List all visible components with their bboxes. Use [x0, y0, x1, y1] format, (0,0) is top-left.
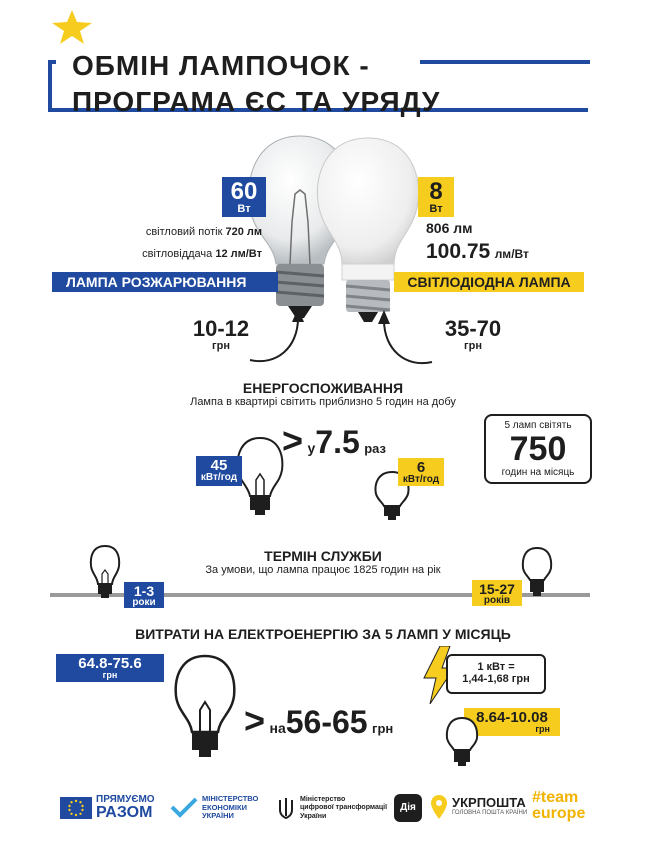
incandescent-watt-badge [222, 177, 266, 217]
ukrposhta-name: УКРПОШТА [452, 795, 526, 810]
page-title-line1: ОБМІН ЛАМПОЧОК - [72, 50, 370, 81]
ministry-econ-line3: УКРАЇНИ [202, 811, 234, 821]
ukrposhta-logo-text [452, 796, 527, 817]
energy-heading: ЕНЕРГОСПОЖИВАННЯ [242, 380, 404, 396]
energy-incandescent-badge [196, 456, 242, 486]
energy-ratio-value: 7.5 [315, 424, 360, 460]
incandescent-watt-value: 60 [230, 178, 258, 205]
lifespan-subheading: За умови, що лампа працює 1825 годин на рік [205, 564, 441, 576]
ministry-digital-line1: Міністерство [300, 796, 346, 803]
costs-diff-value: 56-65 [285, 704, 368, 740]
costs-incandescent-bulb-icon [172, 654, 238, 769]
led-name-banner: СВІТЛОДІОДНА ЛАМПА [394, 272, 584, 292]
costs-diff [244, 700, 393, 742]
costs-led-value: 8.64-10.08 [476, 709, 548, 726]
lifespan-led-bulb-icon [520, 546, 554, 607]
lifespan-incandescent-value: 1-3 [133, 583, 155, 599]
hours-card-top: 5 ламп світять [504, 420, 572, 431]
led-efficacy-number: 100.75 [426, 240, 491, 263]
ukrposhta-pin-icon [430, 794, 448, 825]
incandescent-efficacy-label: світловіддача [142, 248, 213, 260]
rate-card [446, 654, 546, 694]
led-price-arrow-icon [372, 306, 436, 375]
incandescent-flux-label: світловий потік [145, 226, 223, 238]
led-price-value: 35-70 [444, 316, 502, 341]
eu-line2: РАЗОМ [96, 804, 153, 821]
hours-card-bottom: годин на місяць [501, 467, 575, 478]
energy-incandescent-value: 45 [210, 457, 228, 474]
title-top-rule [420, 60, 590, 64]
incandescent-price-value: 10-12 [192, 316, 250, 341]
energy-ratio-small: у [307, 440, 316, 456]
ministry-digital-line3: України [300, 812, 327, 820]
energy-led-badge [398, 458, 444, 486]
led-watt-unit: Вт [429, 203, 443, 215]
lifespan-incandescent-unit: роки [132, 597, 156, 608]
costs-incandescent-badge [56, 654, 164, 682]
eu-flag-logo [60, 797, 92, 819]
led-price [432, 316, 514, 352]
energy-ratio-prefix: > [282, 420, 304, 461]
eu-together-logo-text [96, 795, 155, 821]
energy-incandescent-unit: кВт/год [200, 472, 238, 483]
led-bulb-image [312, 136, 424, 326]
led-flux-value: 806 лм [426, 220, 473, 236]
energy-ratio-suffix: раз [364, 441, 387, 456]
costs-diff-unit: грн [372, 721, 394, 736]
hours-card [484, 414, 592, 484]
costs-incandescent-value: 64.8-75.6 [78, 655, 142, 672]
incandescent-name-banner: ЛАМПА РОЗЖАРЮВАННЯ [52, 272, 278, 292]
page-title-line2: ПРОГРАМА ЄС ТА УРЯДУ [72, 86, 441, 117]
team-line2: europe [532, 805, 586, 822]
incandescent-efficacy-value: 12 лм/Вт [215, 248, 262, 260]
incandescent-price-currency: грн [212, 340, 230, 352]
lifespan-heading: ТЕРМІН СЛУЖБИ [264, 548, 382, 564]
costs-diff-small: на [269, 720, 286, 736]
energy-led-unit: кВт/год [402, 474, 440, 485]
lifespan-incandescent-bulb-icon [88, 544, 122, 609]
incandescent-price-arrow-icon [246, 304, 310, 373]
incandescent-flux-value: 720 лм [225, 226, 262, 238]
energy-ratio [282, 420, 386, 462]
incandescent-watt-unit: Вт [237, 203, 251, 215]
ministry-digital-line2: цифрової трансформації [300, 804, 388, 812]
incandescent-efficacy [120, 248, 262, 260]
lifespan-led-badge [472, 580, 522, 606]
ministry-economy-logo-text [202, 795, 258, 821]
incandescent-flux [120, 226, 262, 238]
ukrposhta-tagline: ГОЛОВНА ПОШТА КРАЇНИ [452, 810, 528, 817]
led-watt-value: 8 [429, 178, 443, 205]
eu-line1: ПРЯМУЄМО [96, 794, 155, 805]
energy-subheading: Лампа в квартирі світить приблизно 5 годин на добу [190, 396, 456, 408]
costs-incandescent-unit: грн [102, 670, 118, 680]
hours-card-value: 750 [509, 430, 567, 468]
ministry-econ-line1: МІНІСТЕРСТВО [202, 794, 259, 803]
led-efficacy [426, 240, 529, 264]
diia-logo [394, 794, 422, 822]
team-line1: #team [532, 789, 579, 806]
lifespan-led-value: 15-27 [479, 581, 515, 597]
rate-line1: 1 кВт = [477, 661, 515, 673]
lifespan-led-unit: років [483, 595, 511, 606]
costs-led-unit: грн [535, 724, 550, 734]
energy-led-value: 6 [416, 459, 426, 476]
diia-logo-text: Дія [400, 802, 416, 813]
lifespan-incandescent-badge [124, 582, 164, 608]
costs-led-bulb-icon [444, 716, 480, 777]
ministry-econ-line2: ЕКОНОМІКИ [202, 802, 247, 812]
costs-heading: ВИТРАТИ НА ЕЛЕКТРОЕНЕРГІЮ ЗА 5 ЛАМП У МІСЯЦЬ [135, 626, 511, 642]
led-watt-badge [418, 177, 454, 217]
star-icon [50, 10, 94, 49]
trident-icon [276, 796, 296, 827]
costs-diff-prefix: > [244, 700, 266, 741]
title-bracket [48, 60, 56, 112]
team-europe-logo [532, 790, 585, 822]
ministry-economy-logo-icon [170, 797, 198, 824]
rate-line2: 1,44-1,68 грн [462, 673, 530, 685]
led-efficacy-unit: лм/Вт [494, 247, 529, 261]
led-price-currency: грн [464, 340, 482, 352]
ministry-digital-logo-text [300, 796, 387, 821]
